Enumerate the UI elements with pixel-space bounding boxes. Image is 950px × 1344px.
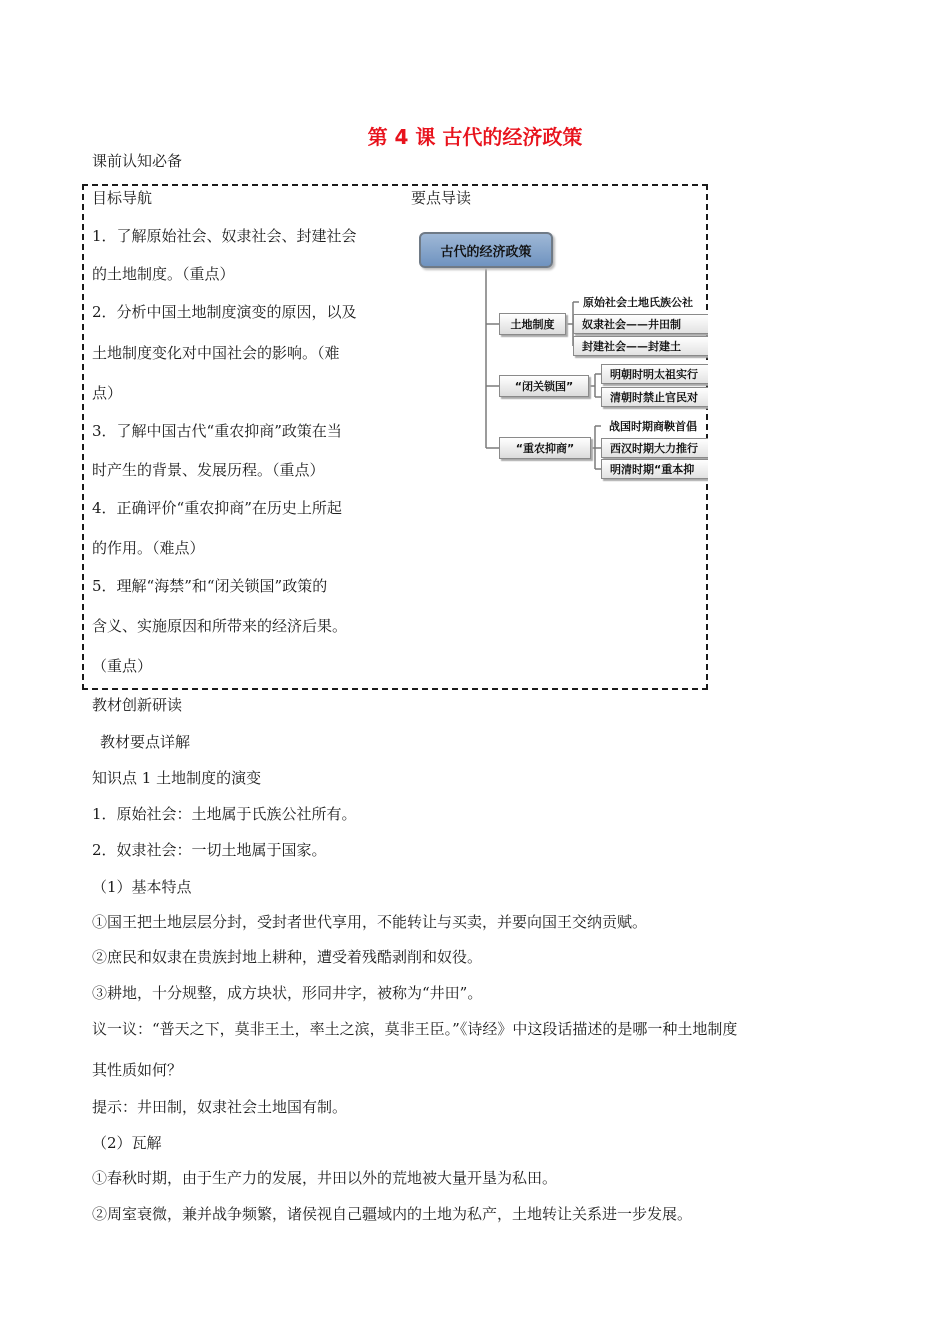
- section-heading: 教材创新研读: [92, 696, 183, 714]
- mindmap-branch-closed-door: “闭关锁国”: [499, 375, 589, 397]
- key-points-heading: 要点导读: [411, 189, 472, 207]
- mindmap-leaf: 奴隶社会——井田制: [573, 314, 708, 334]
- goal-line: 含义、实施原因和所带来的经济后果。: [92, 617, 348, 635]
- goal-line: 的作用。（难点）: [92, 539, 205, 557]
- mindmap-leaf: 西汉时期大力推行: [601, 438, 708, 458]
- goal-line: 土地制度变化对中国社会的影响。（难: [92, 344, 340, 362]
- goal-line: 3．了解中国古代“重农抑商”政策在当: [92, 422, 342, 440]
- paragraph: ②周室衰微，兼并战争频繁，诸侯视自己疆域内的土地为私产，土地转让关系进一步发展。: [92, 1205, 693, 1223]
- goal-line: 5．理解“海禁”和“闭关锁国”政策的: [92, 577, 328, 595]
- paragraph: 议一议：“普天之下，莫非王土，率土之滨，莫非王臣。”《诗经》中这段话描述的是哪一种土地制度: [92, 1020, 738, 1038]
- goals-heading: 目标导航: [92, 189, 153, 207]
- goal-line: （重点）: [92, 657, 153, 675]
- mindmap: [411, 220, 708, 490]
- mindmap-leaf: 明朝时明太祖实行: [601, 364, 708, 384]
- subsection-heading: 教材要点详解: [100, 733, 191, 751]
- paragraph: 提示：井田制，奴隶社会土地国有制。: [92, 1098, 348, 1116]
- paragraph: ①国王把土地层层分封，受封者世代享用，不能转让与买卖，并要向国王交纳贡赋。: [92, 913, 648, 931]
- section-heading-pre: 课前认知必备: [92, 152, 183, 170]
- paragraph: 1．原始社会：土地属于氏族公社所有。: [92, 805, 357, 823]
- mindmap-leaf: 战国时期商鞅首倡: [609, 420, 697, 433]
- goal-line: 1．了解原始社会、奴隶社会、封建社会: [92, 227, 357, 245]
- mindmap-root: 古代的经济政策: [419, 232, 553, 268]
- paragraph: 其性质如何？: [92, 1061, 183, 1079]
- mindmap-leaf: 清朝时禁止官民对: [601, 387, 708, 407]
- goal-line: 4．正确评价“重农抑商”在历史上所起: [92, 499, 342, 517]
- goal-line: 时产生的背景、发展历程。（重点）: [92, 461, 325, 479]
- mindmap-leaf: 封建社会——封建土: [573, 336, 708, 356]
- goal-line: 点）: [92, 384, 123, 402]
- mindmap-leaf: 明清时期“重本抑: [601, 459, 708, 479]
- paragraph: ①春秋时期，由于生产力的发展，井田以外的荒地被大量开垦为私田。: [92, 1169, 558, 1187]
- mindmap-branch-agriculture: “重农抑商”: [499, 437, 591, 459]
- goal-line: 2．分析中国土地制度演变的原因，以及: [92, 303, 357, 321]
- paragraph: ③耕地，十分规整，成方块状，形同井字，被称为“井田”。: [92, 984, 483, 1002]
- knowledge-point-heading: 知识点 1 土地制度的演变: [92, 769, 262, 787]
- paragraph: ②庶民和奴隶在贵族封地上耕种，遭受着残酷剥削和奴役。: [92, 948, 483, 966]
- goal-line: 的土地制度。（重点）: [92, 265, 235, 283]
- paragraph: （1）基本特点: [92, 878, 192, 896]
- page-title: 第 4 课 古代的经济政策: [367, 125, 583, 149]
- paragraph: 2．奴隶社会：一切土地属于国家。: [92, 841, 327, 859]
- paragraph: （2）瓦解: [92, 1134, 162, 1152]
- mindmap-leaf: 原始社会土地氏族公社: [583, 296, 693, 309]
- mindmap-branch-land-system: 土地制度: [499, 313, 566, 335]
